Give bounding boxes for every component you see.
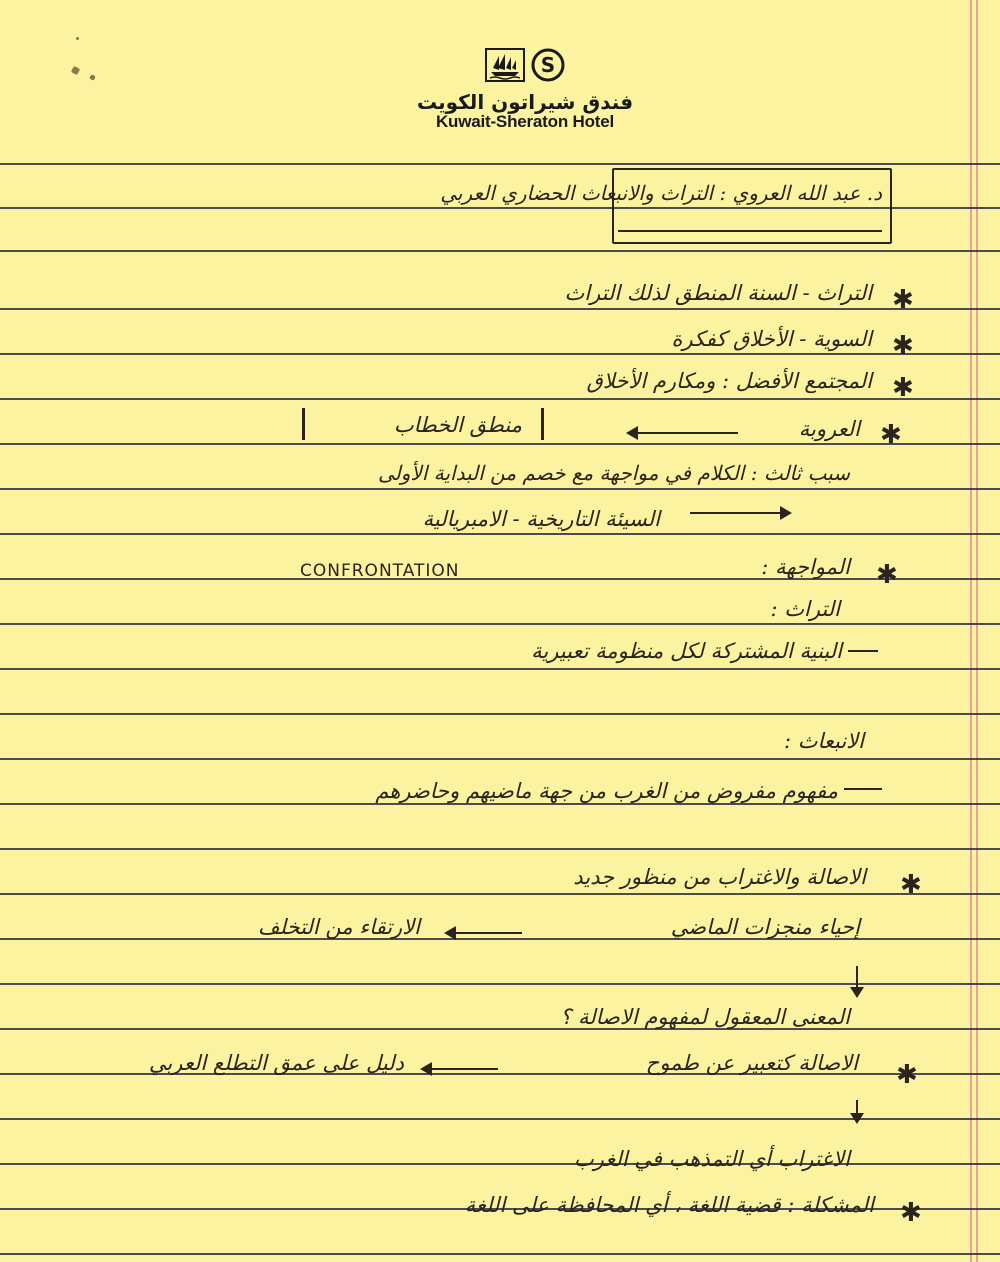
dash-bullet — [844, 788, 882, 790]
note-title: د. عبد الله العروي : التراث والانبعاث الحضاري العربي — [440, 181, 882, 205]
note-line: المشكلة : قضية اللغة ، أي المحافظة على اللغة — [464, 1193, 874, 1217]
ink-spot — [89, 74, 96, 81]
ruled-line — [0, 250, 1000, 252]
asterisk-bullet: ✱ — [892, 373, 914, 403]
ruled-line — [0, 668, 1000, 670]
note-line: سبب ثالث : الكلام في مواجهة مع خصم من البداية الأولى — [377, 461, 850, 485]
hotel-name-english: Kuwait-Sheraton Hotel — [435, 112, 615, 131]
left-arrow-icon — [422, 1068, 498, 1070]
note-line: منطق الخطاب — [393, 413, 522, 437]
hotel-letterhead — [400, 48, 650, 138]
ruled-line — [0, 533, 1000, 535]
asterisk-bullet: ✱ — [900, 1198, 922, 1228]
ruled-line — [0, 713, 1000, 715]
ruled-line — [0, 353, 1000, 355]
ink-spot — [75, 36, 79, 40]
note-line: التراث - السنة المنطق لذلك التراث — [564, 281, 872, 305]
note-line: المواجهة : — [761, 555, 850, 579]
ruled-line — [0, 758, 1000, 760]
ruled-line — [0, 1253, 1000, 1255]
ruled-line — [0, 163, 1000, 165]
note-line: البنية المشتركة لكل منظومة تعبيرية — [531, 639, 842, 663]
asterisk-bullet: ✱ — [876, 560, 898, 590]
ink-spot — [71, 66, 81, 76]
note-line: الانبعاث : — [783, 729, 864, 753]
down-arrow-icon — [856, 966, 858, 994]
note-line: الاصالة كتعبير عن طموح — [645, 1051, 858, 1075]
note-line: العروبة — [798, 417, 860, 441]
note-line: الاصالة والاغتراب من منظور جديد — [573, 865, 866, 889]
hotel-name-arabic: فندق شيراتون الكويت — [416, 90, 634, 114]
sheraton-ship-and-s-logo-icon — [400, 48, 650, 88]
asterisk-bullet: ✱ — [880, 420, 902, 450]
note-line: المعنى المعقول لمفهوم الاصالة ؟ — [560, 1005, 850, 1029]
note-line: السوية - الأخلاق كفكرة — [671, 327, 872, 351]
ruled-line — [0, 983, 1000, 985]
asterisk-bullet: ✱ — [900, 870, 922, 900]
note-line: إحياء منجزات الماضي — [670, 915, 860, 939]
ruled-line — [0, 848, 1000, 850]
note-line: المجتمع الأفضل : ومكارم الأخلاق — [586, 369, 872, 393]
ruled-line — [0, 488, 1000, 490]
ruled-line — [0, 1163, 1000, 1165]
note-line: التراث : — [770, 597, 840, 621]
ruled-line — [0, 443, 1000, 445]
asterisk-bullet: ✱ — [892, 331, 914, 361]
down-arrow-icon — [856, 1100, 858, 1120]
note-line: الارتقاء من التخلف — [257, 915, 420, 939]
ruled-line — [0, 398, 1000, 400]
note-line: مفهوم مفروض من الغرب من جهة ماضيهم وحاضرهم — [375, 779, 838, 803]
ruled-line — [0, 623, 1000, 625]
title-box-inner-rule — [618, 230, 882, 232]
ruled-line — [0, 578, 1000, 580]
ruled-line — [0, 893, 1000, 895]
ruled-line — [0, 308, 1000, 310]
note-line: الاغتراب أي التمذهب في الغرب — [574, 1147, 850, 1171]
asterisk-bullet: ✱ — [892, 285, 914, 315]
right-arrow-icon — [690, 512, 790, 514]
left-arrow-icon — [628, 432, 738, 434]
ruled-line — [0, 1028, 1000, 1030]
svg-text:S: S — [540, 53, 556, 77]
left-arrow-icon — [446, 932, 522, 934]
note-line: دليل على عمق التطلع العربي — [148, 1051, 404, 1075]
dash-bullet — [848, 650, 878, 652]
asterisk-bullet: ✱ — [896, 1060, 918, 1090]
note-line: السيئة التاريخية - الامبريالية — [422, 507, 660, 531]
note-line-latin: CONFRONTATION — [300, 561, 460, 581]
